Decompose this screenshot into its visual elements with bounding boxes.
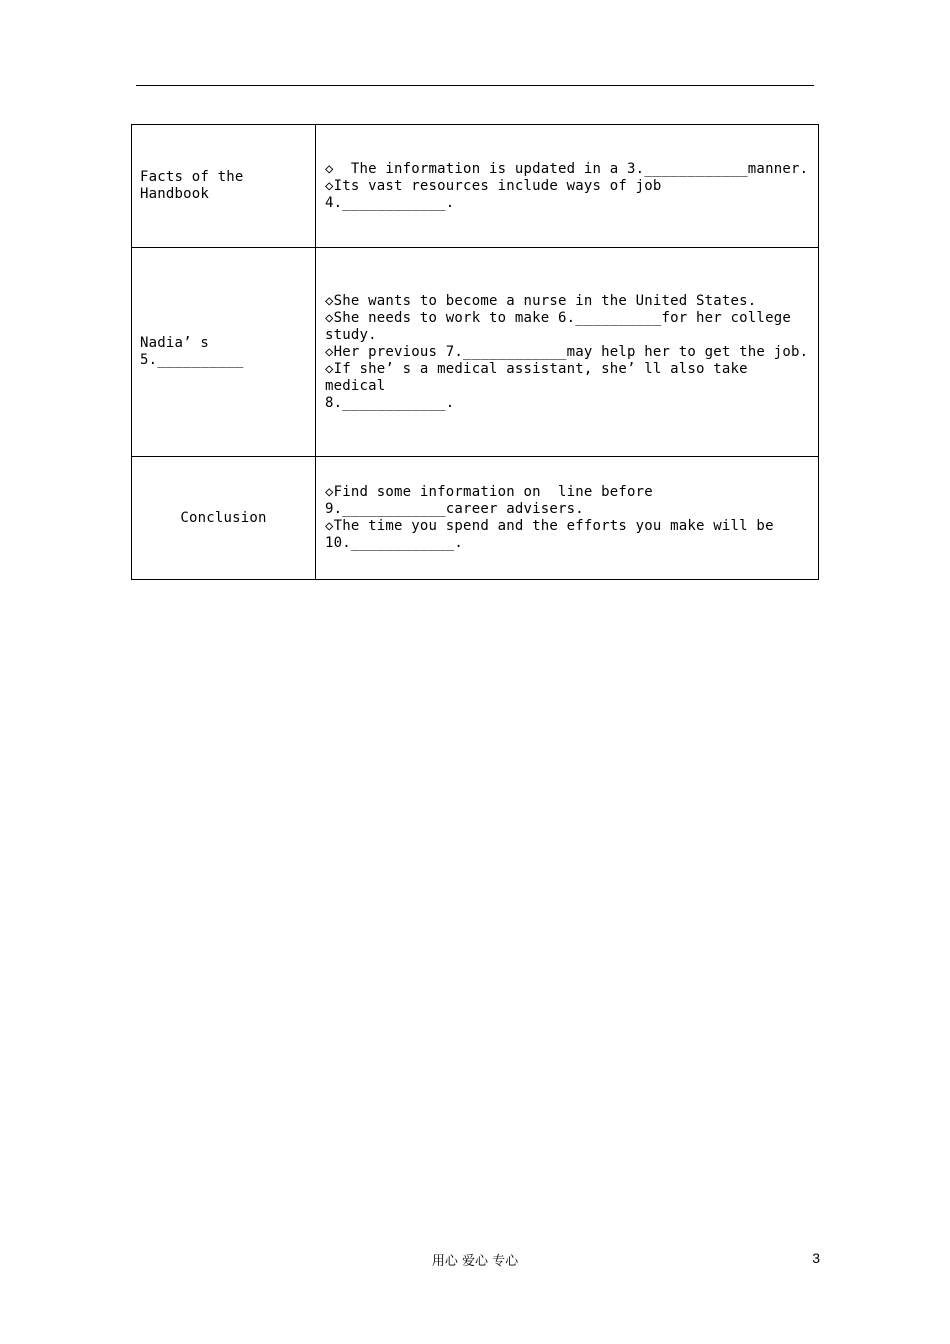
content-line: ◇The time you spend and the efforts you make will be <box>325 518 774 534</box>
content-line: ◇If she’ s a medical assistant, she’ ll also take medical <box>325 360 757 394</box>
content-line: ◇ The information is updated in a 3.____________manner. <box>325 160 809 177</box>
worksheet-table <box>131 124 819 580</box>
content-line: ◇Its vast resources include ways of job <box>325 177 662 194</box>
content-line: 10.____________. <box>325 535 464 551</box>
content-line: ◇Find some information on line before <box>325 484 653 500</box>
table-row <box>132 248 819 457</box>
row-label-cell <box>132 457 316 580</box>
table-row <box>132 125 819 248</box>
row-label-cell <box>132 248 316 457</box>
row-label-line: Conclusion <box>180 509 267 526</box>
row-content-cell <box>316 125 819 248</box>
table-row <box>132 457 819 580</box>
header-rule <box>136 85 814 86</box>
footer-text: 用心 爱心 专心 <box>431 1254 519 1269</box>
content-line: 8.____________. <box>325 394 455 411</box>
content-line: 9.____________career advisers. <box>325 501 584 517</box>
content-line: ◇Her previous 7.____________may help her to get the job. <box>325 343 809 360</box>
content-line: ◇She needs to work to make 6.__________for her college <box>325 309 791 326</box>
row-label-line: 5.__________ <box>140 352 244 368</box>
content-line: study. <box>325 326 377 343</box>
page-number: 3 <box>812 1250 820 1266</box>
content-line: 4.____________. <box>325 194 455 211</box>
content-line: ◇She wants to become a nurse in the United States. <box>325 292 757 309</box>
row-label-cell <box>132 125 316 248</box>
row-content-cell <box>316 457 819 580</box>
row-label-line: Handbook <box>140 186 210 202</box>
row-label-line: Nadia’ s <box>140 335 210 351</box>
row-content-cell <box>316 248 819 457</box>
row-label-line: Facts of the <box>140 169 244 185</box>
